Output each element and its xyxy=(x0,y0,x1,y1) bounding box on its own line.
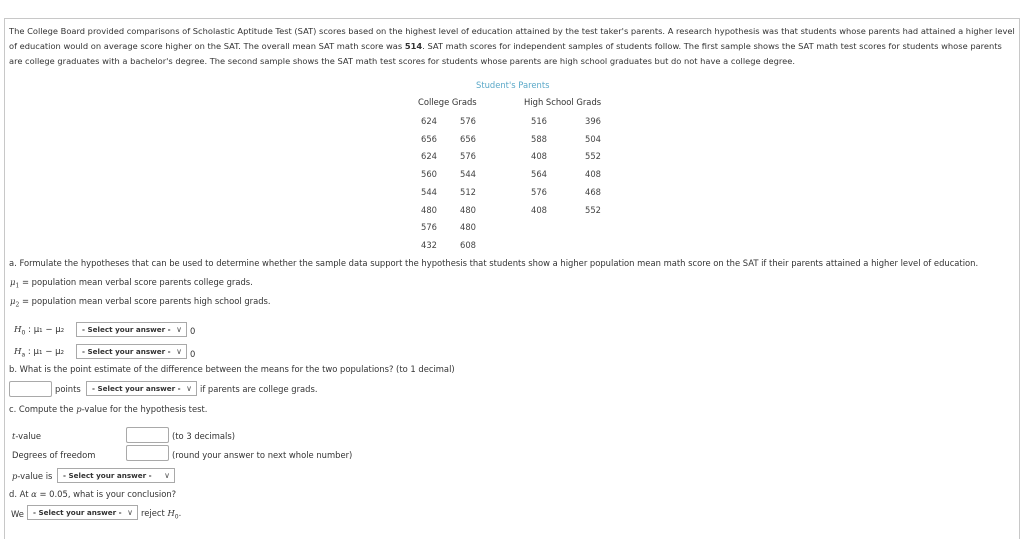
df-label: Degrees of freedom xyxy=(12,450,96,460)
ha-symbol: H xyxy=(14,347,22,357)
reject-h0-symbol: H xyxy=(167,508,175,518)
alpha-symbol: α xyxy=(31,489,37,499)
college-col2-cell: 608 xyxy=(460,239,476,250)
hs-col1-cell: 588 xyxy=(531,133,547,144)
college-col2-cell: 576 xyxy=(460,151,476,162)
h0-zero: 0 xyxy=(190,326,196,336)
hs-col2-cell: 504 xyxy=(585,133,601,144)
table-group-header: Student's Parents xyxy=(476,80,550,90)
chevron-down-icon: ∨ xyxy=(186,384,192,393)
p-symbol: p xyxy=(76,404,82,414)
reject-h0-subscript: 0 xyxy=(174,513,179,521)
point-estimate-direction-select[interactable] xyxy=(86,381,197,396)
ha-zero: 0 xyxy=(190,349,196,359)
chevron-down-icon: ∨ xyxy=(164,471,170,480)
intro-text-end: . SAT math scores for independent samples of students follow. The first sample shows the SAT math test scores for students whose parents are college graduates with a bachelor's degree. The second sample shows the SAT math test scores for students whose parents are high school graduates but do not have a college degree. xyxy=(9,40,1002,66)
ha-select-text: - Select your answer - xyxy=(82,347,171,356)
part-d-question xyxy=(9,489,176,499)
college-col1-cell: 624 xyxy=(421,151,437,162)
reject-text: reject xyxy=(141,508,168,518)
point-estimate-suffix: if parents are college grads. xyxy=(200,384,318,394)
hs-col2-cell: 396 xyxy=(585,116,601,126)
h0-operator-select[interactable] xyxy=(76,322,187,337)
p-value-select[interactable] xyxy=(57,468,175,483)
reject-h0-label xyxy=(141,508,181,521)
overall-mean-value: 514 xyxy=(404,40,423,51)
t-label-suffix: -value xyxy=(15,431,42,441)
t-symbol: t xyxy=(12,431,16,441)
direction-select-text: - Select your answer - xyxy=(92,384,181,393)
college-col1-cell: 560 xyxy=(421,169,437,180)
hs-col2-cell: 552 xyxy=(585,204,601,215)
college-col1-cell: 576 xyxy=(421,222,437,233)
mu2-definition xyxy=(10,296,271,309)
college-col2-cell: 656 xyxy=(460,133,476,144)
t-value-input[interactable] xyxy=(126,427,169,443)
chevron-down-icon: ∨ xyxy=(176,347,182,356)
h0-expression: : μ₁ − μ₂ xyxy=(28,325,65,335)
null-hypothesis xyxy=(14,325,64,337)
ha-expression: : μ₁ − μ₂ xyxy=(27,347,65,357)
t-value-label xyxy=(12,431,41,441)
college-col2-cell: 544 xyxy=(460,169,476,180)
part-b-question: b. What is the point estimate of the difference between the means for the two populations? (to 1 decimal) xyxy=(9,364,455,374)
part-d-suffix: , what is your conclusion? xyxy=(67,489,177,499)
hs-col2-cell: 408 xyxy=(585,169,601,180)
mu2-definition-text: = population mean verbal score parents high school grads. xyxy=(21,296,271,306)
mu1-symbol: $\mu_1$ xyxy=(10,277,20,290)
intro-text-start: The College Board provided comparisons of Scholastic Aptitude Test (SAT) scores based on the highest level of education attained by the test taker's parents. A research hypothesis was that students whose parents had attained a higher level of education would on average score higher on the SAT. The overall mean SAT math score was xyxy=(9,26,1015,51)
p-value-symbol: p xyxy=(12,471,18,481)
chevron-down-icon: ∨ xyxy=(127,508,133,517)
h0-subscript: 0 xyxy=(21,329,26,337)
mu1-definition-text: = population mean verbal score parents college grads. xyxy=(21,277,253,287)
college-col1-cell: 656 xyxy=(421,133,437,144)
hs-col2-cell: 468 xyxy=(585,186,601,197)
ha-subscript: a xyxy=(21,351,26,359)
high-school-grads-header: High School Grads xyxy=(524,97,602,107)
ha-operator-select[interactable] xyxy=(76,344,187,359)
part-c-question xyxy=(9,404,207,414)
h0-symbol: H xyxy=(14,325,22,335)
point-estimate-input[interactable] xyxy=(9,381,52,397)
part-c-prefix: c. Compute the xyxy=(9,404,77,414)
problem-statement xyxy=(9,24,1017,68)
hs-col1-cell: 408 xyxy=(531,204,547,215)
hs-col1-cell: 576 xyxy=(531,186,547,197)
alpha-value: 0.05 xyxy=(49,489,68,499)
t-value-hint: (to 3 decimals) xyxy=(172,431,235,441)
college-col1-cell: 544 xyxy=(421,186,437,197)
college-col1-cell: 432 xyxy=(421,239,437,250)
college-col2-cell: 480 xyxy=(460,222,476,233)
mu1-definition xyxy=(10,277,253,290)
college-col2-cell: 480 xyxy=(460,204,476,215)
we-label: We xyxy=(11,509,24,519)
alternative-hypothesis xyxy=(14,347,64,359)
college-col1-cell: 480 xyxy=(421,204,437,215)
part-a-question: a. Formulate the hypotheses that can be used to determine whether the sample data support the hypothesis that students show a higher population mean math score on the SAT if their parents attained a higher level of education. xyxy=(9,258,979,268)
hs-col1-cell: 564 xyxy=(531,169,547,180)
college-grads-header: College Grads xyxy=(418,97,477,107)
college-col2-cell: 576 xyxy=(460,116,476,126)
conclusion-select[interactable] xyxy=(27,505,138,520)
chevron-down-icon: ∨ xyxy=(176,325,182,334)
part-d-equals: = xyxy=(36,489,50,499)
college-col2-cell: 512 xyxy=(460,186,476,197)
df-hint: (round your answer to next whole number) xyxy=(172,450,353,460)
p-value-label-suffix: -value is xyxy=(17,471,53,481)
points-label: points xyxy=(55,384,81,394)
hs-col1-cell: 516 xyxy=(531,116,547,126)
hs-col1-cell: 408 xyxy=(531,151,547,162)
part-c-suffix: -value for the hypothesis test. xyxy=(81,404,208,414)
conclusion-select-text: - Select your answer - xyxy=(33,508,122,517)
p-value-select-text: - Select your answer - xyxy=(63,471,152,480)
df-input[interactable] xyxy=(126,445,169,461)
college-col1-cell: 624 xyxy=(421,116,437,126)
h0-select-text: - Select your answer - xyxy=(82,325,171,334)
hs-col2-cell: 552 xyxy=(585,151,601,162)
p-value-label xyxy=(12,471,52,481)
reject-period: . xyxy=(178,508,182,518)
mu2-symbol: $\mu_2$ xyxy=(10,296,20,309)
part-d-prefix: d. At xyxy=(9,489,32,499)
